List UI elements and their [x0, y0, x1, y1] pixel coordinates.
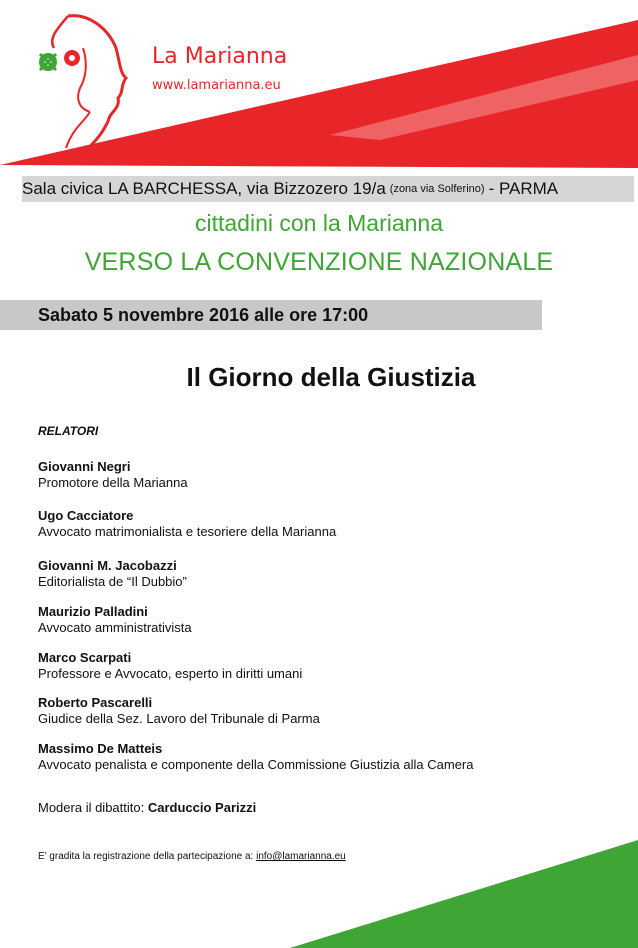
speaker-role: Professore e Avvocato, esperto in diritti umani [38, 666, 303, 681]
moderator-name: Carduccio Parizzi [147, 800, 257, 815]
venue-bar [22, 176, 634, 202]
speaker-item [38, 695, 320, 727]
speaker-item [38, 558, 187, 590]
speaker-name: Giovanni Negri [38, 459, 131, 474]
registration-text: E’ gradita la registrazione della partecipazione a: [38, 851, 254, 862]
brand-name: La Marianna [152, 44, 288, 69]
speaker-item [38, 741, 473, 773]
date-bar [0, 300, 542, 330]
marianna-logo-icon [28, 8, 138, 158]
moderator-label: Modera il dibattito: [38, 800, 145, 815]
moderator-line [38, 800, 256, 815]
speaker-role: Avvocato matrimonialista e tesoriere della Marianna [38, 524, 337, 539]
speaker-name: Marco Scarpati [38, 650, 132, 665]
venue-note: (zona via Solferino) [389, 183, 485, 195]
speaker-role: Promotore della Marianna [38, 475, 188, 490]
venue-main: Sala civica LA BARCHESSA, via Bizzozero 19/a [22, 179, 386, 198]
speaker-name: Giovanni M. Jacobazzi [38, 558, 177, 573]
speaker-role: Avvocato penalista e componente della Commissione Giustizia alla Camera [38, 757, 474, 772]
speaker-name: Massimo De Matteis [38, 741, 163, 756]
speaker-name: Roberto Pascarelli [38, 695, 153, 710]
brand-url[interactable]: www.lamarianna.eu [152, 78, 281, 93]
date-line: Sabato 5 novembre 2016 alle ore 17:00 [38, 304, 369, 325]
subtitle: cittadini con la Marianna [194, 210, 444, 236]
speaker-name: Ugo Cacciatore [38, 508, 134, 523]
registration-line [38, 851, 346, 862]
speaker-item [38, 650, 302, 682]
speaker-item [38, 604, 192, 636]
venue-city: - PARMA [488, 179, 559, 198]
speaker-role: Editorialista de “Il Dubbio” [38, 574, 187, 589]
speaker-item [38, 459, 188, 491]
speakers-heading: RELATORI [38, 424, 99, 438]
speaker-role: Avvocato amministrativista [38, 620, 192, 635]
speaker-role: Giudice della Sez. Lavoro del Tribunale di Parma [38, 711, 320, 726]
speaker-item [38, 508, 336, 540]
registration-email-link[interactable]: info@lamarianna.eu [256, 851, 346, 862]
speaker-name: Maurizio Palladini [38, 604, 148, 619]
event-title: Il Giorno della Giustizia [186, 362, 476, 392]
convention-heading: VERSO LA CONVENZIONE NAZIONALE [84, 248, 554, 276]
